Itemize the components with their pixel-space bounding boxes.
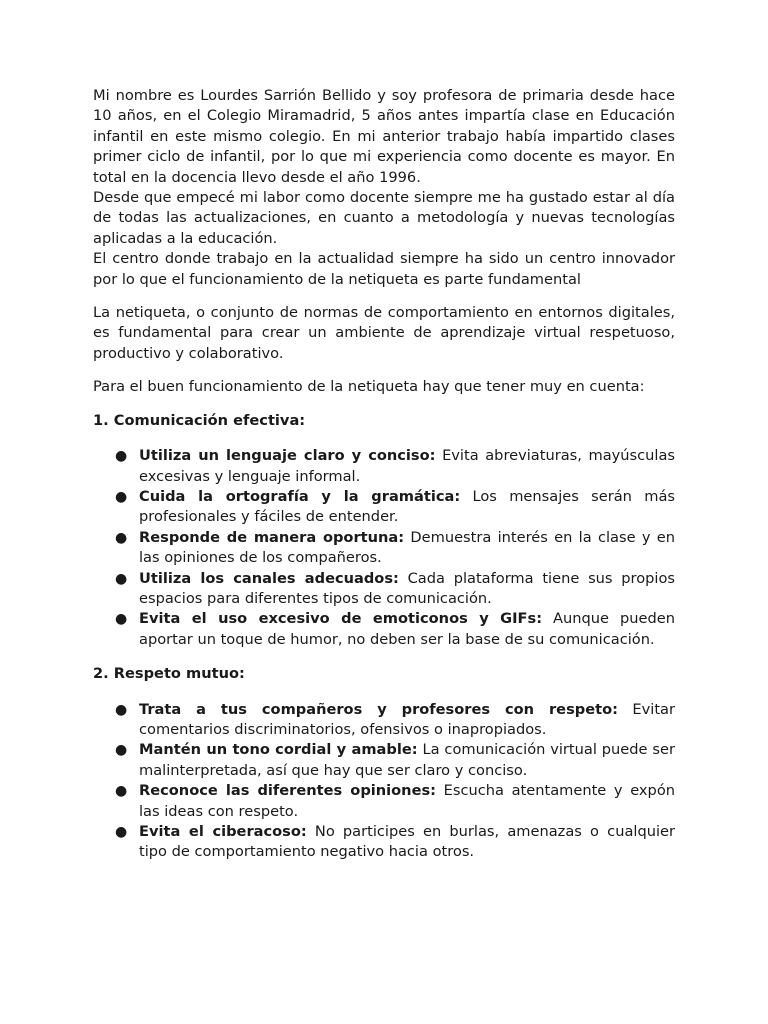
item-text: Evitar comentarios discriminatorios, ofensivos o inapropiados. (139, 700, 675, 738)
list-item (93, 487, 675, 528)
item-text: La comunicación virtual puede ser malinterpretada, así que hay que ser claro y conciso. (139, 741, 675, 779)
item-text: Evita abreviaturas, mayúsculas excesivas y lenguaje informal. (139, 447, 675, 485)
item-title: Cuida la ortografía y la gramática: (139, 487, 461, 505)
bullet-icon: ● (115, 611, 128, 628)
item-text: No participes en burlas, amenazas o cualquier tipo de comportamiento negativo hacia otros. (139, 823, 675, 861)
list-item (93, 609, 675, 650)
intro-paragraph-2: Desde que empecé mi labor como docente siempre me ha gustado estar al día de todas las actualizaciones, en cuanto a metodología y nuevas tecnologías aplicadas a la educación. (93, 189, 675, 247)
item-title: Responde de manera oportuna: (139, 528, 405, 546)
item-text: Aunque pueden aportar un toque de humor, no deben ser la base de su comunicación. (139, 610, 675, 648)
item-text: Escucha atentamente y expón las ideas con respeto. (139, 782, 675, 820)
section-heading-communication: 1. Comunicación efectiva: (93, 411, 306, 429)
item-title: Utiliza un lenguaje claro y conciso: (139, 447, 436, 465)
list-item (93, 781, 675, 822)
lead-in: Para el buen funcionamiento de la netiqueta hay que tener muy en cuenta: (93, 378, 645, 396)
document-page (93, 86, 675, 863)
item-text: Demuestra interés en la clase y en las opiniones de los compañeros. (139, 528, 675, 567)
item-text: Los mensajes serán más profesionales y fáciles de entender. (139, 487, 675, 526)
respect-list (93, 700, 675, 863)
item-title: Utiliza los canales adecuados: (139, 569, 399, 587)
list-item (93, 822, 675, 863)
bullet-icon: ● (115, 448, 128, 465)
bullet-icon: ● (115, 570, 128, 587)
item-title: Evita el uso excesivo de emoticonos y GIFs: (139, 610, 543, 628)
list-item (93, 569, 675, 610)
list-item (93, 700, 675, 741)
list-item (93, 446, 675, 487)
item-text: Cada plataforma tiene sus propios espacios para diferentes tipos de comunicación. (139, 569, 675, 607)
item-title: Mantén un tono cordial y amable: (139, 741, 418, 759)
section-heading-respect: 2. Respeto mutuo: (93, 665, 245, 683)
bullet-icon: ● (115, 824, 128, 840)
intro-paragraph-3: El centro donde trabajo en la actualidad siempre ha sido un centro innovador por lo que el funcionamiento de la netiqueta es parte fundamental (93, 250, 675, 288)
bullet-icon: ● (115, 742, 128, 759)
item-title: Trata a tus compañeros y profesores con respeto: (139, 700, 618, 718)
list-item (93, 740, 675, 781)
item-title: Reconoce las diferentes opiniones: (139, 782, 436, 800)
list-item (93, 528, 675, 569)
intro-paragraph-1: Mi nombre es Lourdes Sarrión Bellido y soy profesora de primaria desde hace 10 años, en el Colegio Miramadrid, 5 años antes impartía clase en Educación infantil en este mismo colegio. En mi anterior trabajo había impartido clases primer ciclo de infantil, por lo que mi experiencia como docente es mayor. En total en la docencia llevo desde el año 1996. (93, 87, 675, 186)
netiqueta-definition: La netiqueta, o conjunto de normas de comportamiento en entornos digitales, es fundamental para crear un ambiente de aprendizaje virtual respetuoso, productivo y colaborativo. (93, 304, 675, 362)
bullet-icon: ● (115, 488, 128, 505)
bullet-icon: ● (115, 529, 128, 546)
communication-list (93, 446, 675, 650)
bullet-icon: ● (115, 701, 128, 718)
bullet-icon: ● (115, 783, 128, 800)
item-title: Evita el ciberacoso: (139, 823, 307, 840)
